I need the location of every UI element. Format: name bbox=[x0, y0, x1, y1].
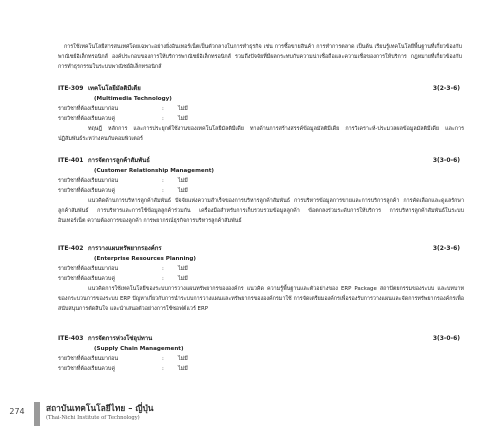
course-name-english: (Multimedia Technology) bbox=[94, 96, 172, 102]
separator-colon: : bbox=[162, 106, 164, 112]
separator-colon: : bbox=[162, 178, 164, 184]
institute-name-english: (Thai-Nichi Institute of Technology) bbox=[46, 415, 140, 421]
corequisite-value: ไม่มี bbox=[178, 276, 188, 282]
corequisite-value: ไม่มี bbox=[178, 366, 188, 372]
document-page bbox=[58, 0, 464, 400]
corequisite-row bbox=[58, 274, 464, 284]
separator-colon: : bbox=[162, 266, 164, 272]
course-ite-403 bbox=[58, 334, 464, 374]
course-name-thai: การวางแผนทรัพยากรองค์กร bbox=[88, 245, 162, 252]
course-description: แนวคิดด้านการบริหารลูกค้าสัมพันธ์ ปัจจัยแห่งความสำเร็จของการบริหารลูกค้าสัมพันธ์ การบริหารข้อมูลการขายและการบริการลูกค้า การคัดเลือกและดูแลรักษาลูกค้าสัมพันธ์ การบริหารและการใช้ข้อมูลลูกค้าร่วมกัน เครื่องมือสำหรับการเก็บรวบรวมข้อมูลลูกค้า ข้อตกลงร่วมระดับการให้บริการ การบริหารลูกค้าสัมพันธ์ในระบบอินเทอร์เน็ต ความต้องการของลูกค้า การพยากรณ์ธุรกิจการบริหารลูกค้าสัมพันธ์ bbox=[58, 198, 464, 224]
intro-paragraph: การใช้เทคโนโลยีสารสนเทศโดยเฉพาะอย่างยิ่งอินเทอร์เน็ตเป็นตัวกลางในการทำธุรกิจ เช่น การซื้อขายสินค้า การทำการตลาด เป็นต้น เรียนรู้เทคโนโลยีพื้นฐานที่เกี่ยวข้องกับพาณิชย์อิเล็กทรอนิกส์ องค์ประกอบของการให้บริการพาณิชย์อิเล็กทรอนิกส์ รวมถึงปัจจัยที่มีผลกระทบกับความน่าเชื่อถือและความเชื่อของการให้บริการ กฎหมายที่เกี่ยวข้องกับการทำธุรกรรมในระบบพาณิชย์อิเล็กทรอนิกส์ bbox=[58, 44, 462, 70]
course-credit: 3(2-3-6) bbox=[432, 245, 460, 252]
course-name-thai: เทคโนโลยีมัลติมีเดีย bbox=[88, 85, 141, 92]
corequisite-row bbox=[58, 114, 464, 124]
prerequisite-value: ไม่มี bbox=[178, 178, 188, 184]
separator-colon: : bbox=[162, 276, 164, 282]
corequisite-label: รายวิชาที่ต้องเรียนควบคู่ bbox=[58, 276, 115, 282]
course-header bbox=[58, 84, 464, 94]
course-header bbox=[58, 156, 464, 166]
prerequisite-value: ไม่มี bbox=[178, 266, 188, 272]
course-ite-309 bbox=[58, 84, 464, 144]
corequisite-label: รายวิชาที่ต้องเรียนควบคู่ bbox=[58, 188, 115, 194]
separator-colon: : bbox=[162, 188, 164, 194]
prerequisite-row bbox=[58, 264, 464, 274]
corequisite-label: รายวิชาที่ต้องเรียนควบคู่ bbox=[58, 366, 115, 372]
corequisite-row bbox=[58, 364, 464, 374]
institute-name-thai: สถาบันเทคโนโลยีไทย – ญี่ปุ่น bbox=[46, 403, 154, 413]
course-name-thai: การจัดการลูกค้าสัมพันธ์ bbox=[88, 157, 150, 164]
course-credit: 3(2-3-6) bbox=[432, 85, 460, 92]
course-code: ITE-403 bbox=[58, 335, 84, 342]
prerequisite-value: ไม่มี bbox=[178, 356, 188, 362]
prerequisite-label: รายวิชาที่ต้องเรียนมาก่อน bbox=[58, 356, 119, 362]
corequisite-row bbox=[58, 186, 464, 196]
separator-colon: : bbox=[162, 356, 164, 362]
course-code: ITE-401 bbox=[58, 157, 84, 164]
corequisite-value: ไม่มี bbox=[178, 116, 188, 122]
course-name-english: (Enterprise Resources Planning) bbox=[94, 256, 196, 262]
prerequisite-label: รายวิชาที่ต้องเรียนมาก่อน bbox=[58, 266, 119, 272]
separator-colon: : bbox=[162, 116, 164, 122]
page-number: 274 bbox=[9, 407, 25, 416]
course-description: แนวคิดการใช้เทคโนโลยีของระบบการวางแผนทรัพยากรขององค์กร แนวคิด ความรู้พื้นฐานและตัวอย่างของ ERP Package สถาปัตยกรรมของระบบ และบทบาทของกระบวนการของระบบ ERP ปัญหาเกี่ยวกับการนำระบบการวางแผนและทรัพยากรขององค์กรมาใช้ การจัดเตรียมองค์กรเพื่อรองรับการวางแผนและจัดการทรัพยากรองค์กรเพื่อสนับสนุนการตัดสินใจ และนำเสนอตัวอย่างการใช้ซอฟต์แวร์ ERP bbox=[58, 286, 464, 312]
course-header bbox=[58, 244, 464, 254]
prerequisite-row bbox=[58, 104, 464, 114]
course-ite-402 bbox=[58, 244, 464, 314]
separator-colon: : bbox=[162, 366, 164, 372]
course-code: ITE-402 bbox=[58, 245, 84, 252]
prerequisite-label: รายวิชาที่ต้องเรียนมาก่อน bbox=[58, 106, 119, 112]
course-header bbox=[58, 334, 464, 344]
course-code: ITE-309 bbox=[58, 85, 84, 92]
prerequisite-row bbox=[58, 354, 464, 364]
page-footer bbox=[0, 400, 480, 448]
prerequisite-row bbox=[58, 176, 464, 186]
course-description: ทฤษฎี หลักการ และการประยุกต์ใช้งานของเทคโนโลยีมัลติมีเดีย ทางด้านการสร้างสรรค์ข้อมูลมัลติมีเดีย การวิเคราะห์-ประมวลผลข้อมูลมัลติมีเดีย และการปฏิสัมพันธ์ระหว่างคนกับคอมพิวเตอร์ bbox=[58, 126, 464, 142]
course-name-english: (Supply Chain Management) bbox=[94, 346, 184, 352]
prerequisite-value: ไม่มี bbox=[178, 106, 188, 112]
course-name-thai: การจัดการห่วงโซ่อุปทาน bbox=[88, 335, 153, 342]
course-credit: 3(3-0-6) bbox=[432, 335, 460, 342]
prerequisite-label: รายวิชาที่ต้องเรียนมาก่อน bbox=[58, 178, 119, 184]
corequisite-label: รายวิชาที่ต้องเรียนควบคู่ bbox=[58, 116, 115, 122]
corequisite-value: ไม่มี bbox=[178, 188, 188, 194]
footer-divider-bar bbox=[34, 402, 40, 426]
course-ite-401 bbox=[58, 156, 464, 226]
course-name-english: (Customer Relationship Management) bbox=[94, 168, 214, 174]
course-credit: 3(3-0-6) bbox=[432, 157, 460, 164]
